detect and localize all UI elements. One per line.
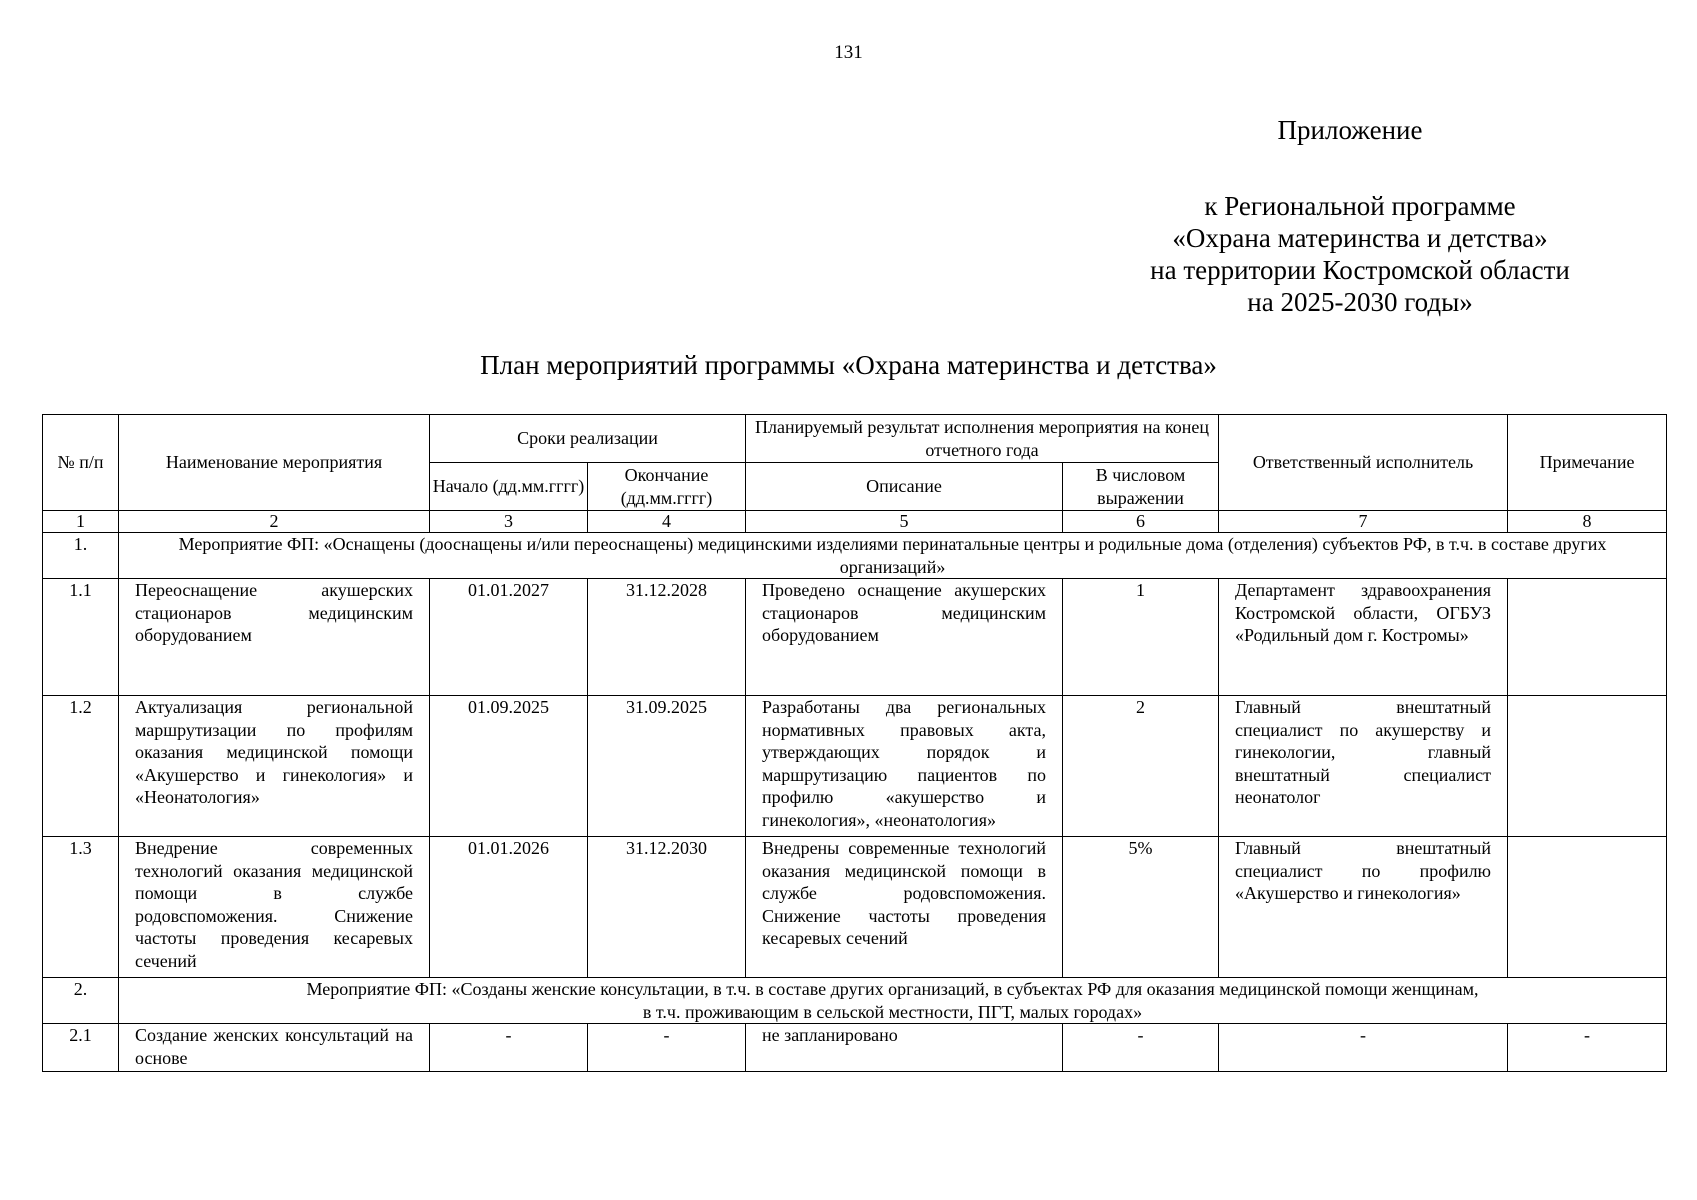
- row-note: [1508, 696, 1667, 837]
- header-num: № п/п: [43, 415, 119, 511]
- row-description: Внедрены современные технологий оказания медицинской помощи в службе родовспоможения. Снижение частоты проведения кесаревых сечений: [746, 837, 1063, 978]
- row-executor: -: [1219, 1024, 1508, 1072]
- header-end: Окончание (дд.мм.гггг): [588, 463, 746, 511]
- header-description: Описание: [746, 463, 1063, 511]
- row-numeric: 5%: [1063, 837, 1219, 978]
- row-num: 1.1: [43, 579, 119, 696]
- row-num: 1.3: [43, 837, 119, 978]
- header-name: Наименование мероприятия: [119, 415, 430, 511]
- header-terms: Сроки реализации: [430, 415, 746, 463]
- section-title-line: Мероприятие ФП: «Созданы женские консультации, в т.ч. в составе других организаций, в субъектах РФ для оказания медицинской помощи женщинам,: [306, 979, 1479, 999]
- section-title: Мероприятие ФП: «Оснащены (дооснащены и/или переоснащены) медицинскими изделиями перинатальные центры и родильные дома (отделения) субъектов РФ, в т.ч. в составе других организаций»: [119, 533, 1667, 579]
- header-note: Примечание: [1508, 415, 1667, 511]
- header-numeric: В числовом выражении: [1063, 463, 1219, 511]
- section-title-line: в т.ч. проживающим в сельской местности, ПГТ, малых городах»: [642, 1001, 1143, 1022]
- appendix-line-2: «Охрана материнства и детства»: [1172, 223, 1548, 253]
- activities-plan-table: [42, 414, 1667, 1072]
- row-note: [1508, 579, 1667, 696]
- row-name: Переоснащение акушерских стационаров медицинским оборудованием: [119, 579, 430, 696]
- row-numeric: -: [1063, 1024, 1219, 1072]
- header-result: Планируемый результат исполнения мероприятия на конец отчетного года: [746, 415, 1219, 463]
- table-row: [43, 696, 1667, 837]
- table-row: [43, 837, 1667, 978]
- row-executor: Главный внештатный специалист по акушерству и гинекологии, главный внештатный специалист неонатолог: [1219, 696, 1508, 837]
- row-executor: Главный внештатный специалист по профилю «Акушерство и гинекология»: [1219, 837, 1508, 978]
- column-number: 7: [1219, 511, 1508, 533]
- column-number: 1: [43, 511, 119, 533]
- row-start-date: 01.09.2025: [430, 696, 588, 837]
- row-numeric: 2: [1063, 696, 1219, 837]
- row-note: -: [1508, 1024, 1667, 1072]
- appendix-line-4: на 2025-2030 годы»: [1247, 287, 1473, 317]
- column-number: 4: [588, 511, 746, 533]
- row-name: Актуализация региональной маршрутизации по профилям оказания медицинской помощи «Акушерство и гинекология» и «Неонатология»: [119, 696, 430, 837]
- column-number: 6: [1063, 511, 1219, 533]
- row-name: Создание женских консультаций на основе: [119, 1024, 430, 1072]
- row-end-date: 31.09.2025: [588, 696, 746, 837]
- row-num: 2.1: [43, 1024, 119, 1072]
- row-start-date: 01.01.2026: [430, 837, 588, 978]
- plan-title: План мероприятий программы «Охрана материнства и детства»: [480, 350, 1217, 380]
- column-number: 3: [430, 511, 588, 533]
- row-description: не запланировано: [746, 1024, 1063, 1072]
- column-number: 2: [119, 511, 430, 533]
- section-row-2: [43, 978, 1667, 1024]
- table-row: [43, 579, 1667, 696]
- row-end-date: 31.12.2028: [588, 579, 746, 696]
- page-number: 131: [834, 42, 863, 63]
- row-start-date: 01.01.2027: [430, 579, 588, 696]
- row-end-date: 31.12.2030: [588, 837, 746, 978]
- row-numeric: 1: [1063, 579, 1219, 696]
- row-num: 1.2: [43, 696, 119, 837]
- section-title: [119, 978, 1667, 1024]
- appendix-line-3: на территории Костромской области: [1150, 255, 1570, 285]
- section-row-1: [43, 533, 1667, 579]
- header-row-1: [43, 415, 1667, 463]
- row-end-date: -: [588, 1024, 746, 1072]
- row-start-date: -: [430, 1024, 588, 1072]
- column-numbers-row: [43, 511, 1667, 533]
- row-description: Проведено оснащение акушерских стационаров медицинским оборудованием: [746, 579, 1063, 696]
- row-note: [1508, 837, 1667, 978]
- row-executor: Департамент здравоохранения Костромской области, ОГБУЗ «Родильный дом г. Костромы»: [1219, 579, 1508, 696]
- row-description: Разработаны два региональных нормативных правовых акта, утверждающих порядок и маршрутизацию пациентов по профилю «акушерство и гинекология», «неонатология»: [746, 696, 1063, 837]
- section-num: 2.: [43, 978, 119, 1024]
- appendix-reference: [1080, 190, 1640, 318]
- header-start: Начало (дд.мм.гггг): [430, 463, 588, 511]
- header-executor: Ответственный исполнитель: [1219, 415, 1508, 511]
- column-number: 8: [1508, 511, 1667, 533]
- section-num: 1.: [43, 533, 119, 579]
- appendix-line-1: к Региональной программе: [1204, 191, 1516, 221]
- column-number: 5: [746, 511, 1063, 533]
- table-row: [43, 1024, 1667, 1072]
- row-name: Внедрение современных технологий оказания медицинской помощи в службе родовспоможения. Снижение частоты проведения кесаревых сечений: [119, 837, 430, 978]
- appendix-title: Приложение: [1277, 115, 1423, 145]
